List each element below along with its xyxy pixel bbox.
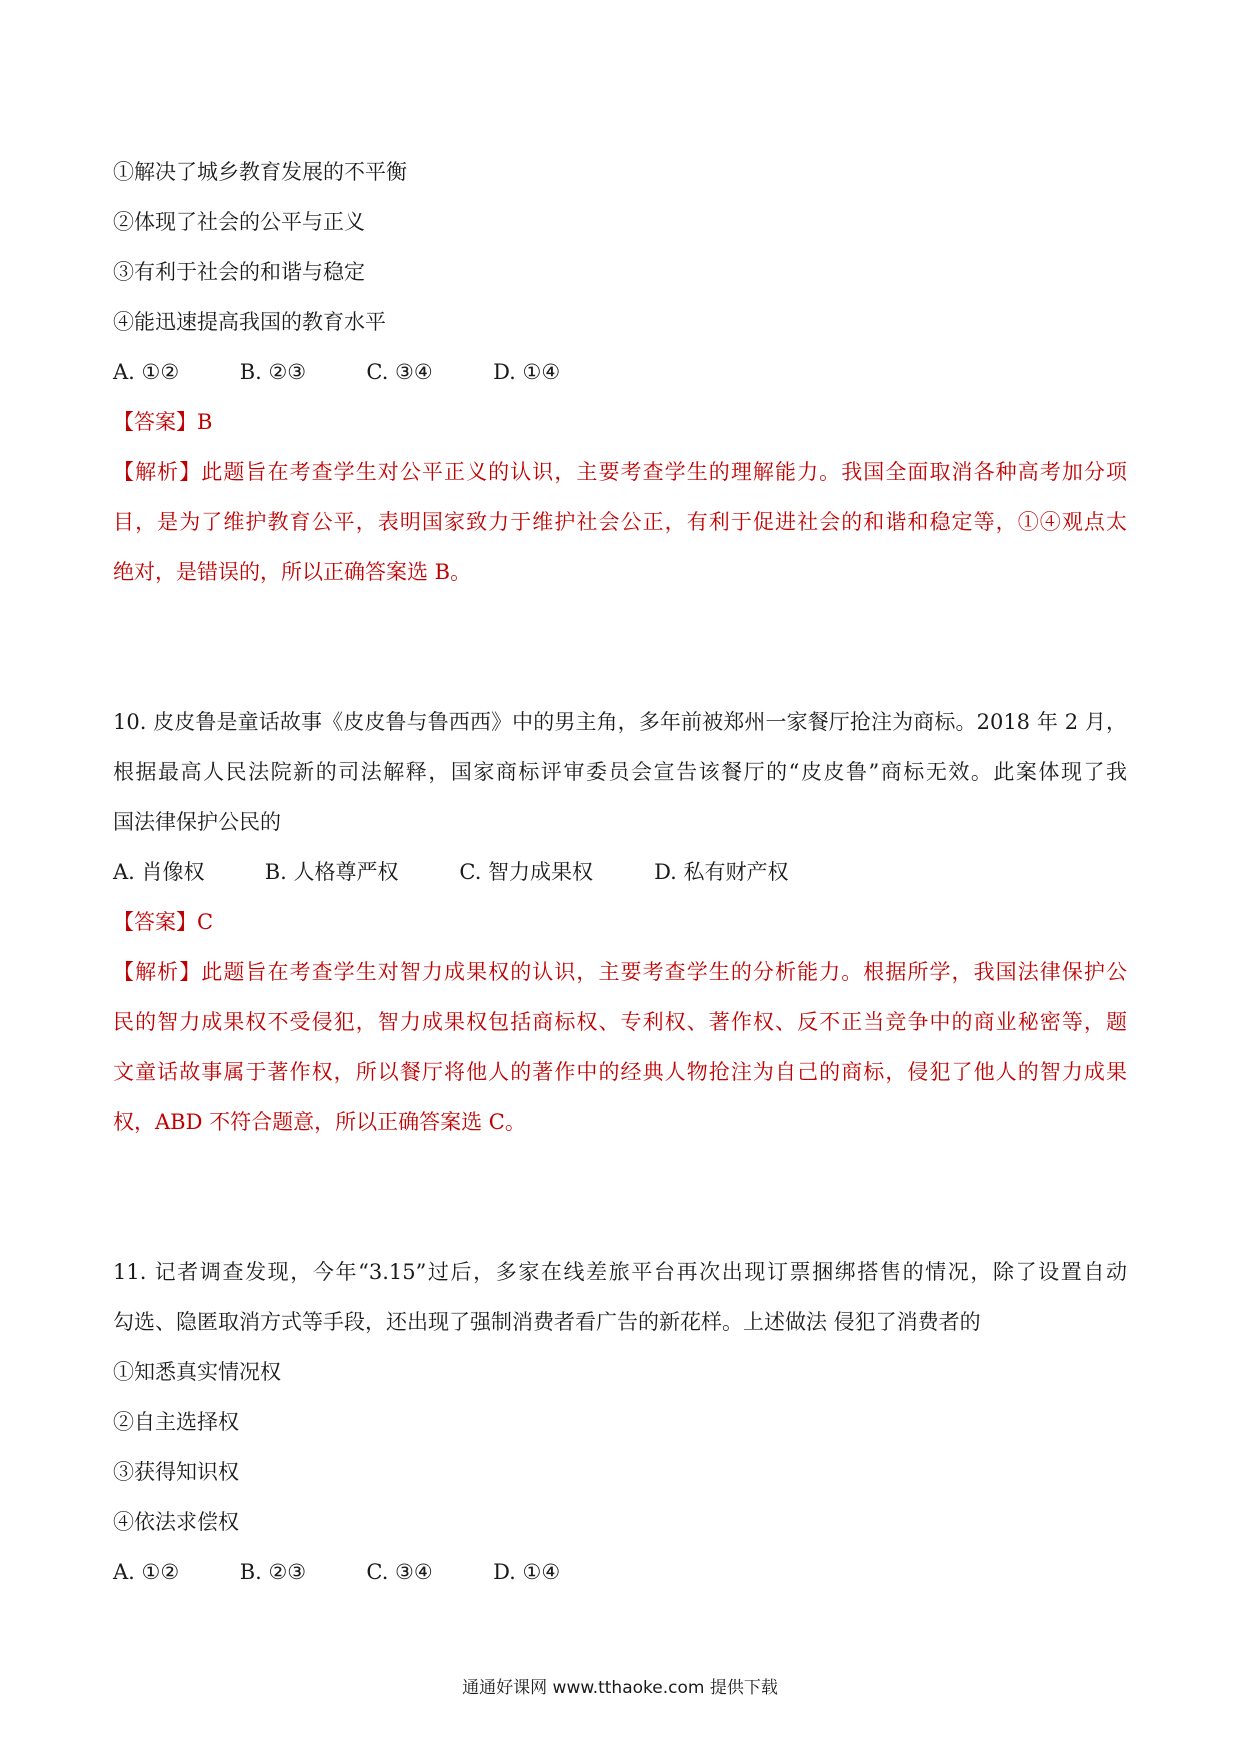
page-footer: 通通好课网 www.tthaoke.com 提供下载	[462, 1678, 778, 1698]
q9-options	[113, 358, 1127, 386]
q9-item-2: ②体现了社会的公平与正义	[113, 210, 365, 234]
q10-option-d: D. 私有财产权	[654, 860, 789, 884]
q9-analysis-line-3: 绝对，是错误的，所以正确答案选 B。	[113, 560, 472, 584]
q9-item-4: ④能迅速提高我国的教育水平	[113, 310, 386, 334]
q11-stem-line-1: 11. 记者调查发现，今年“3.15”过后，多家在线差旅平台再次出现订票捆绑搭售的情况，除了设置自动	[113, 1260, 1127, 1284]
q10-option-b: B. 人格尊严权	[264, 860, 399, 884]
q11-option-a: A. ①②	[113, 1560, 180, 1584]
q9-option-b: B. ②③	[239, 360, 307, 384]
q10-option-a: A. 肖像权	[113, 860, 205, 884]
q11-option-c: C. ③④	[366, 1560, 433, 1584]
q11-item-4: ④依法求偿权	[113, 1510, 239, 1534]
q9-option-a: A. ①②	[113, 360, 180, 384]
q11-item-1: ①知悉真实情况权	[113, 1360, 281, 1384]
q10-answer: 【答案】C	[113, 910, 214, 934]
q9-item-3: ③有利于社会的和谐与稳定	[113, 260, 365, 284]
q9-option-c: C. ③④	[366, 360, 433, 384]
q9-analysis-line-2: 目，是为了维护教育公平，表明国家致力于维护社会公正，有利于促进社会的和谐和稳定等，①④观点太	[113, 510, 1127, 534]
q11-option-b: B. ②③	[239, 1560, 307, 1584]
q10-analysis-line-2: 民的智力成果权不受侵犯，智力成果权包括商标权、专利权、著作权、反不正当竞争中的商业秘密等，题	[113, 1010, 1127, 1034]
q11-item-2: ②自主选择权	[113, 1410, 239, 1434]
q9-option-d: D. ①④	[493, 360, 561, 384]
q11-option-d: D. ①④	[493, 1560, 561, 1584]
q10-stem-line-1: 10. 皮皮鲁是童话故事《皮皮鲁与鲁西西》中的男主角，多年前被郑州一家餐厅抢注为商标。2018 年 2 月，	[113, 710, 1127, 734]
q10-options	[113, 858, 1127, 886]
q10-analysis-line-3: 文童话故事属于著作权，所以餐厅将他人的著作中的经典人物抢注为自己的商标，侵犯了他人的智力成果	[113, 1060, 1127, 1084]
q10-analysis-line-1: 【解析】此题旨在考查学生对智力成果权的认识，主要考查学生的分析能力。根据所学，我国法律保护公	[113, 960, 1127, 984]
q11-stem-line-2: 勾选、隐匿取消方式等手段，还出现了强制消费者看广告的新花样。上述做法 侵犯了消费者的	[113, 1310, 981, 1334]
q9-item-1: ①解决了城乡教育发展的不平衡	[113, 160, 407, 184]
q10-option-c: C. 智力成果权	[459, 860, 594, 884]
q10-analysis-line-4: 权，ABD 不符合题意，所以正确答案选 C。	[113, 1110, 526, 1134]
q10-stem-line-2: 根据最高人民法院新的司法解释，国家商标评审委员会宣告该餐厅的“皮皮鲁”商标无效。此案体现了我	[113, 760, 1127, 784]
q11-item-3: ③获得知识权	[113, 1460, 239, 1484]
q9-answer: 【答案】B	[113, 410, 213, 434]
q11-options	[113, 1558, 1127, 1586]
q9-analysis-line-1: 【解析】此题旨在考查学生对公平正义的认识，主要考查学生的理解能力。我国全面取消各种高考加分项	[113, 460, 1127, 484]
q10-stem-line-3: 国法律保护公民的	[113, 810, 281, 834]
